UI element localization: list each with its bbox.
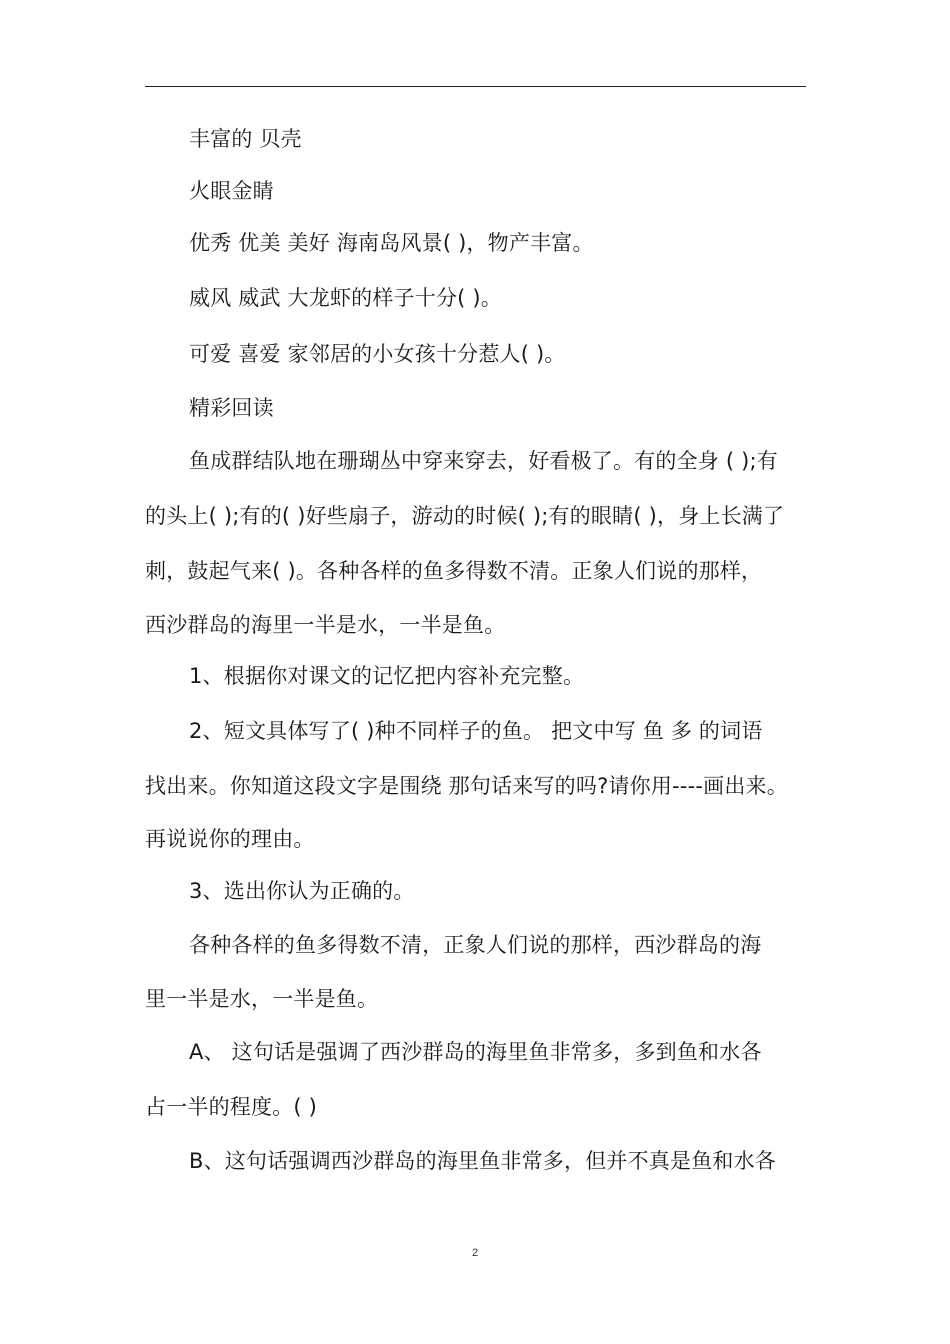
passage-line-1: 鱼成群结队地在珊瑚丛中穿来穿去，好看极了。有的全身 ( );有: [189, 449, 779, 473]
question-2-line-2: 找出来。你知道这段文字是围绕 那句话来写的吗?请你用----画出来。: [145, 774, 788, 798]
option-a-line-2: 占一半的程度。( ): [145, 1095, 318, 1119]
passage-line-4: 西沙群岛的海里一半是水，一半是鱼。: [145, 613, 506, 637]
question-1: 1、根据你对课文的记忆把内容补充完整。: [189, 664, 585, 688]
quote-line-2: 里一半是水，一半是鱼。: [145, 987, 379, 1011]
passage-line-3: 刺，鼓起气来( )。各种各样的鱼多得数不清。正象人们说的那样，: [145, 559, 763, 583]
quote-line-1: 各种各样的鱼多得数不清，正象人们说的那样，西沙群岛的海: [189, 933, 762, 957]
line-5: 可爱 喜爱 家邻居的小女孩十分惹人( )。: [189, 342, 566, 366]
option-a-line-1: A、 这句话是强调了西沙群岛的海里鱼非常多，多到鱼和水各: [189, 1040, 762, 1064]
question-2-line-3: 再说说你的理由。: [145, 827, 315, 851]
line-1: 丰富的 贝壳: [189, 127, 302, 151]
section-heading-1: 火眼金睛: [189, 179, 274, 203]
passage-line-2: 的头上( );有的( )好些扇子，游动的时候( );有的眼睛( )，身上长满了: [145, 504, 785, 528]
section-heading-2: 精彩回读: [189, 396, 274, 420]
option-b-line-1: B、这句话强调西沙群岛的海里鱼非常多，但并不真是鱼和水各: [189, 1149, 777, 1173]
page-number: 2: [471, 1247, 479, 1259]
question-2-line-1: 2、短文具体写了( )种不同样子的鱼。 把文中写 鱼 多 的词语: [189, 719, 763, 743]
header-rule: [145, 86, 806, 87]
line-3: 优秀 优美 美好 海南岛风景( )，物产丰富。: [189, 231, 594, 255]
line-4: 威风 威武 大龙虾的样子十分( )。: [189, 286, 503, 310]
question-3: 3、选出你认为正确的。: [189, 879, 415, 903]
